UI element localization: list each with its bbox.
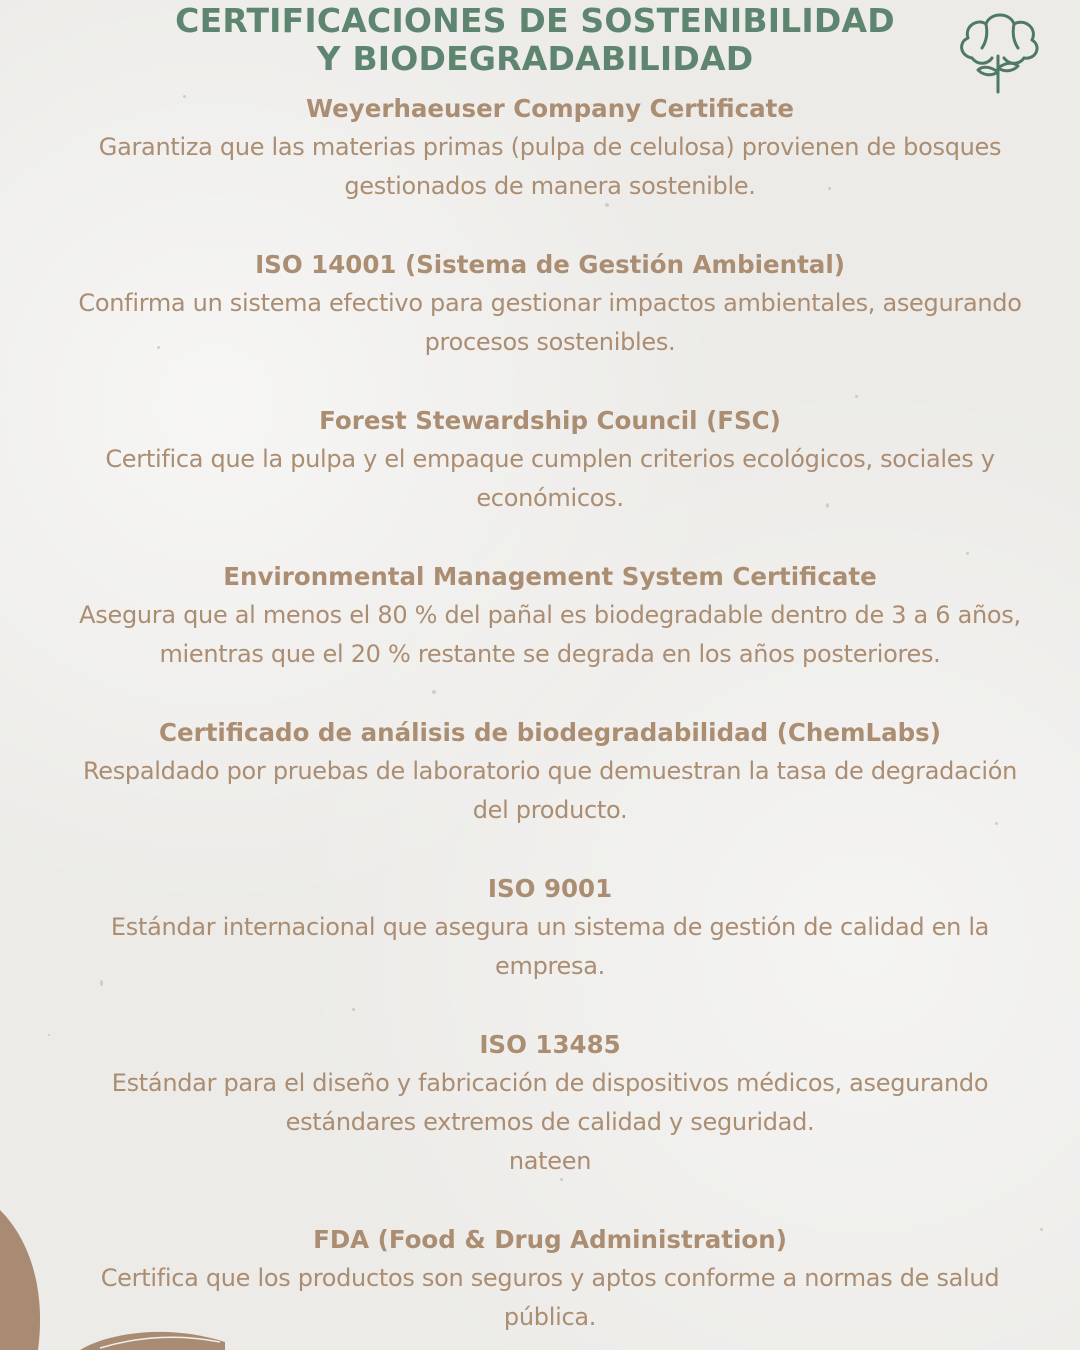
title-line-1: CERTIFICACIONES DE SOSTENIBILIDAD xyxy=(175,1,895,40)
leaf-icon xyxy=(0,1210,60,1350)
cotton-plant-icon xyxy=(952,6,1042,96)
certification-description: gestionados de manera sostenible. xyxy=(344,172,756,200)
certification-description: Certifica que la pulpa y el empaque cumplen criterios ecológicos, sociales y xyxy=(105,445,995,473)
certification-description: estándares extremos de calidad y seguridad. xyxy=(285,1108,815,1136)
certification-description: Certifica que los productos son seguros y aptos conforme a normas de salud xyxy=(100,1264,1000,1292)
certification-name: FDA (Food & Drug Administration) xyxy=(313,1225,787,1254)
certification-description: procesos sostenibles. xyxy=(424,328,676,356)
certification-item xyxy=(10,557,1080,674)
certification-description: del producto. xyxy=(472,796,628,824)
certification-item xyxy=(10,401,1080,518)
certification-name: ISO 13485 xyxy=(479,1030,621,1059)
certification-name: Forest Stewardship Council (FSC) xyxy=(319,406,781,435)
certification-item xyxy=(10,713,1080,830)
certification-description: Asegura que al menos el 80 % del pañal es biodegradable dentro de 3 a 6 años, xyxy=(79,601,1021,629)
certification-name: Weyerhaeuser Company Certificate xyxy=(306,94,794,123)
certification-description: económicos. xyxy=(476,484,624,512)
certification-item xyxy=(10,89,1080,206)
certification-name: Certificado de análisis de biodegradabilidad (ChemLabs) xyxy=(159,718,941,747)
certifications-list xyxy=(10,89,1080,1337)
certification-item xyxy=(10,245,1080,362)
certification-item xyxy=(10,869,1080,986)
title-line-2: Y BIODEGRADABILIDAD xyxy=(316,39,754,78)
certification-item xyxy=(10,1220,1080,1337)
certification-description: Garantiza que las materias primas (pulpa de celulosa) provienen de bosques xyxy=(98,133,1002,161)
certification-description: Estándar internacional que asegura un sistema de gestión de calidad en la xyxy=(110,913,990,941)
certification-description: Estándar para el diseño y fabricación de dispositivos médicos, asegurando xyxy=(111,1069,989,1097)
certification-description: Confirma un sistema efectivo para gestionar impactos ambientales, asegurando xyxy=(78,289,1022,317)
certification-name: ISO 9001 xyxy=(487,874,613,903)
certification-description: Respaldado por pruebas de laboratorio que demuestran la tasa de degradación xyxy=(82,757,1018,785)
certification-description: pública. xyxy=(503,1303,597,1331)
certification-description: mientras que el 20 % restante se degrada en los años posteriores. xyxy=(159,640,941,668)
page-title xyxy=(0,2,1070,78)
certification-item xyxy=(10,1025,1080,1181)
certification-name: Environmental Management System Certificate xyxy=(223,562,877,591)
certification-note: nateen xyxy=(508,1147,592,1175)
leaf-icon xyxy=(80,1328,230,1350)
certification-description: empresa. xyxy=(495,952,605,980)
certification-name: ISO 14001 (Sistema de Gestión Ambiental) xyxy=(255,250,845,279)
